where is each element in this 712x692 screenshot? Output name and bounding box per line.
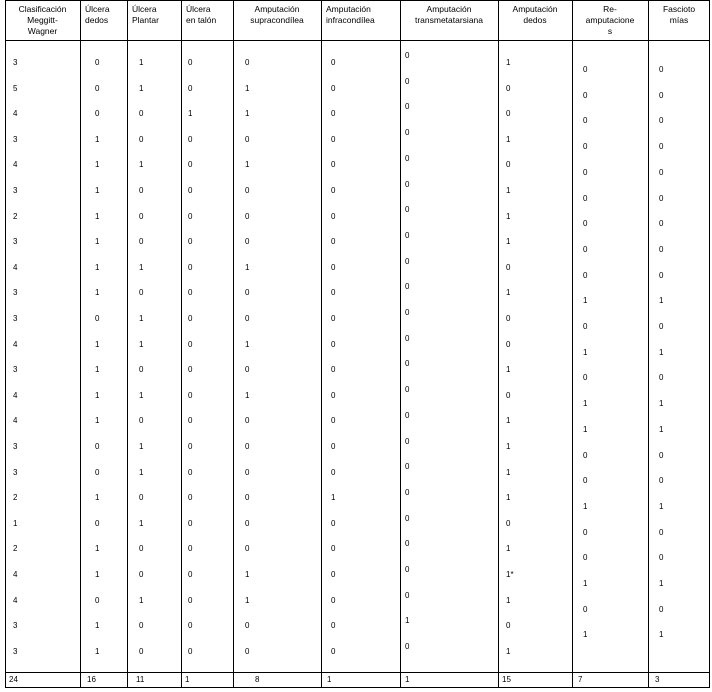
cell-amp-dedos: 0 xyxy=(506,518,511,528)
total-ulcera-dedos: 16 xyxy=(87,675,96,684)
cell-fasciotomias: 1 xyxy=(659,424,664,434)
header-line: Wagner xyxy=(27,26,58,36)
cell-meggitt-wagner: 2 xyxy=(13,211,18,221)
cell-fasciotomias: 0 xyxy=(659,167,664,177)
total-meggitt-wagner: 24 xyxy=(9,675,18,684)
cell-ulcera-dedos: 0 xyxy=(95,467,100,477)
cell-ulcera-talon: 0 xyxy=(188,467,193,477)
cell-reamputaciones: 1 xyxy=(583,579,588,588)
cell-ulcera-dedos: 1 xyxy=(95,390,100,400)
cell-amp-supracondilea: 0 xyxy=(245,493,250,503)
cell-reamputaciones: 0 xyxy=(583,527,588,537)
cell-amp-supracondilea: 1 xyxy=(245,570,250,579)
cell-amp-transmetatarsiana: 0 xyxy=(405,642,410,652)
column-header-ulcera-talon xyxy=(186,4,216,26)
cell-reamputaciones: 0 xyxy=(583,604,588,614)
cell-reamputaciones: 1 xyxy=(583,501,588,511)
cell-amp-infracondilea: 0 xyxy=(331,570,336,579)
cell-amp-infracondilea: 0 xyxy=(331,109,336,119)
cell-amp-transmetatarsiana: 0 xyxy=(405,539,410,549)
cell-amp-transmetatarsiana: 0 xyxy=(405,76,410,86)
cell-amp-dedos: 1* xyxy=(506,570,514,579)
cell-amp-infracondilea: 0 xyxy=(331,544,336,554)
cell-ulcera-plantar: 0 xyxy=(139,186,144,195)
cell-amp-supracondilea: 0 xyxy=(245,237,250,247)
header-line: Úlcera xyxy=(85,4,110,14)
cell-amp-dedos: 0 xyxy=(506,262,511,272)
cell-ulcera-dedos: 0 xyxy=(95,518,100,528)
column-header-ulcera-dedos xyxy=(85,4,110,26)
cell-ulcera-talon: 0 xyxy=(188,186,193,195)
column-divider xyxy=(127,0,128,688)
cell-reamputaciones: 1 xyxy=(583,347,588,357)
cell-amp-dedos: 1 xyxy=(506,416,511,426)
cell-amp-dedos: 1 xyxy=(506,442,511,451)
cell-meggitt-wagner: 3 xyxy=(13,314,18,323)
cell-amp-supracondilea: 0 xyxy=(245,646,250,656)
cell-amp-supracondilea: 1 xyxy=(245,595,250,605)
cell-amp-infracondilea: 0 xyxy=(331,365,336,375)
header-line: amputacione xyxy=(585,15,635,25)
cell-reamputaciones: 0 xyxy=(583,65,588,74)
cell-meggitt-wagner: 5 xyxy=(13,83,18,93)
cell-amp-infracondilea: 0 xyxy=(331,390,336,400)
cell-ulcera-dedos: 0 xyxy=(95,442,100,451)
total-fasciotomias: 3 xyxy=(655,675,660,684)
column-header-ulcera-plantar xyxy=(132,4,159,26)
cell-reamputaciones: 0 xyxy=(583,90,588,100)
cell-ulcera-talon: 0 xyxy=(188,288,193,298)
column-header-amp-infracondilea xyxy=(326,4,375,26)
cell-amp-dedos: 1 xyxy=(506,288,511,298)
cell-meggitt-wagner: 3 xyxy=(13,58,18,67)
cell-ulcera-talon: 0 xyxy=(188,339,193,349)
cell-amp-transmetatarsiana: 0 xyxy=(405,385,410,395)
cell-meggitt-wagner: 3 xyxy=(13,288,18,298)
cell-amp-infracondilea: 0 xyxy=(331,237,336,247)
total-amp-transmetatarsiana: 1 xyxy=(405,675,410,684)
cell-amp-infracondilea: 0 xyxy=(331,621,336,631)
cell-amp-dedos: 1 xyxy=(506,646,511,656)
cell-amp-transmetatarsiana: 0 xyxy=(405,128,410,138)
cell-ulcera-dedos: 0 xyxy=(95,83,100,93)
cell-meggitt-wagner: 1 xyxy=(13,518,18,528)
cell-ulcera-dedos: 1 xyxy=(95,288,100,298)
cell-amp-dedos: 1 xyxy=(506,467,511,477)
cell-amp-infracondilea: 0 xyxy=(331,288,336,298)
total-ulcera-plantar: 11 xyxy=(136,675,145,684)
header-line: Fascioto xyxy=(662,4,696,14)
cell-amp-infracondilea: 0 xyxy=(331,339,336,349)
cell-fasciotomias: 0 xyxy=(659,65,664,74)
cell-ulcera-talon: 0 xyxy=(188,416,193,426)
cell-ulcera-plantar: 1 xyxy=(139,518,144,528)
cell-ulcera-plantar: 0 xyxy=(139,134,144,144)
cell-meggitt-wagner: 3 xyxy=(13,237,18,247)
cell-ulcera-plantar: 0 xyxy=(139,365,144,375)
cell-fasciotomias: 0 xyxy=(659,553,664,563)
column-header-amp-transmetatarsiana xyxy=(400,4,498,26)
cell-amp-supracondilea: 0 xyxy=(245,518,250,528)
total-amp-infracondilea: 1 xyxy=(327,675,332,684)
total-amp-dedos: 15 xyxy=(502,675,511,684)
total-reamputaciones: 7 xyxy=(578,675,583,684)
cell-amp-supracondilea: 0 xyxy=(245,467,250,477)
column-divider xyxy=(709,0,710,688)
header-line: dedos xyxy=(523,15,547,25)
cell-ulcera-dedos: 1 xyxy=(95,365,100,375)
cell-ulcera-talon: 0 xyxy=(188,570,193,579)
cell-ulcera-talon: 0 xyxy=(188,621,193,631)
cell-amp-supracondilea: 0 xyxy=(245,58,250,67)
cell-amp-dedos: 0 xyxy=(506,83,511,93)
cell-amp-transmetatarsiana: 0 xyxy=(405,565,410,574)
cell-fasciotomias: 1 xyxy=(659,501,664,511)
cell-amp-transmetatarsiana: 0 xyxy=(405,51,410,60)
cell-ulcera-plantar: 1 xyxy=(139,467,144,477)
cell-amp-transmetatarsiana: 0 xyxy=(405,230,410,240)
cell-amp-transmetatarsiana: 0 xyxy=(405,333,410,343)
cell-reamputaciones: 0 xyxy=(583,244,588,254)
cell-fasciotomias: 1 xyxy=(659,630,664,640)
cell-ulcera-plantar: 1 xyxy=(139,595,144,605)
cell-amp-supracondilea: 0 xyxy=(245,186,250,195)
cell-amp-transmetatarsiana: 0 xyxy=(405,153,410,163)
column-header-amp-supracondilea xyxy=(233,4,321,26)
cell-amp-infracondilea: 0 xyxy=(331,262,336,272)
cell-amp-dedos: 0 xyxy=(506,621,511,631)
cell-ulcera-plantar: 1 xyxy=(139,83,144,93)
cell-ulcera-dedos: 0 xyxy=(95,595,100,605)
header-line: Úlcera xyxy=(132,4,157,14)
cell-amp-transmetatarsiana: 0 xyxy=(405,436,410,446)
cell-meggitt-wagner: 3 xyxy=(13,467,18,477)
header-line: en talón xyxy=(186,15,217,25)
total-ulcera-talon: 1 xyxy=(185,675,190,684)
column-divider xyxy=(498,0,499,688)
cell-amp-supracondilea: 0 xyxy=(245,288,250,298)
header-line: Amputación xyxy=(254,4,300,14)
cell-ulcera-talon: 0 xyxy=(188,237,193,247)
column-divider xyxy=(181,0,182,688)
column-divider xyxy=(5,0,6,688)
cell-reamputaciones: 1 xyxy=(583,296,588,306)
cell-ulcera-plantar: 0 xyxy=(139,570,144,579)
header-line: mías xyxy=(669,15,689,25)
column-header-reamputaciones xyxy=(572,4,648,37)
cell-amp-transmetatarsiana: 0 xyxy=(405,256,410,266)
cell-ulcera-dedos: 1 xyxy=(95,646,100,656)
cell-ulcera-plantar: 1 xyxy=(139,262,144,272)
cell-amp-supracondilea: 0 xyxy=(245,544,250,554)
cell-amp-dedos: 1 xyxy=(506,58,511,67)
cell-amp-infracondilea: 0 xyxy=(331,186,336,195)
cell-meggitt-wagner: 3 xyxy=(13,442,18,451)
cell-amp-supracondilea: 0 xyxy=(245,416,250,426)
cell-amp-supracondilea: 1 xyxy=(245,339,250,349)
header-line: Plantar xyxy=(132,15,159,25)
cell-reamputaciones: 0 xyxy=(583,193,588,203)
cell-amp-transmetatarsiana: 0 xyxy=(405,487,410,497)
cell-ulcera-plantar: 1 xyxy=(139,339,144,349)
header-line: infracondílea xyxy=(326,15,375,25)
cell-fasciotomias: 0 xyxy=(659,373,664,383)
cell-ulcera-talon: 0 xyxy=(188,134,193,144)
header-line: Amputación xyxy=(326,4,371,14)
cell-amp-dedos: 1 xyxy=(506,595,511,605)
header-line: Amputación xyxy=(512,4,558,14)
cell-ulcera-talon: 0 xyxy=(188,390,193,400)
total-amp-supracondilea: 8 xyxy=(255,675,260,684)
cell-ulcera-plantar: 0 xyxy=(139,416,144,426)
cell-meggitt-wagner: 3 xyxy=(13,646,18,656)
cell-ulcera-dedos: 0 xyxy=(95,314,100,323)
cell-amp-dedos: 1 xyxy=(506,544,511,554)
cell-meggitt-wagner: 2 xyxy=(13,493,18,503)
column-divider xyxy=(321,0,322,688)
cell-ulcera-talon: 0 xyxy=(188,544,193,554)
cell-ulcera-plantar: 0 xyxy=(139,288,144,298)
cell-reamputaciones: 0 xyxy=(583,553,588,563)
cell-amp-supracondilea: 0 xyxy=(245,621,250,631)
cell-fasciotomias: 0 xyxy=(659,244,664,254)
cell-ulcera-plantar: 0 xyxy=(139,621,144,631)
cell-ulcera-plantar: 0 xyxy=(139,544,144,554)
cell-ulcera-talon: 0 xyxy=(188,365,193,375)
column-header-meggitt-wagner xyxy=(5,4,80,37)
cell-reamputaciones: 0 xyxy=(583,167,588,177)
cell-ulcera-talon: 0 xyxy=(188,493,193,503)
cell-amp-transmetatarsiana: 1 xyxy=(405,616,410,626)
cell-amp-supracondilea: 0 xyxy=(245,365,250,375)
cell-amp-infracondilea: 0 xyxy=(331,416,336,426)
cell-amp-transmetatarsiana: 0 xyxy=(405,410,410,420)
cell-amp-infracondilea: 0 xyxy=(331,58,336,67)
cell-meggitt-wagner: 4 xyxy=(13,416,18,426)
cell-fasciotomias: 0 xyxy=(659,450,664,460)
cell-amp-infracondilea: 0 xyxy=(331,646,336,656)
cell-amp-infracondilea: 0 xyxy=(331,134,336,144)
header-line: Re- xyxy=(603,4,617,14)
cell-amp-infracondilea: 0 xyxy=(331,595,336,605)
cell-amp-dedos: 0 xyxy=(506,390,511,400)
cell-amp-transmetatarsiana: 0 xyxy=(405,462,410,472)
cell-amp-dedos: 1 xyxy=(506,493,511,503)
header-line: Amputación xyxy=(426,4,472,14)
cell-ulcera-dedos: 1 xyxy=(95,262,100,272)
header-line: dedos xyxy=(85,15,109,25)
cell-amp-infracondilea: 0 xyxy=(331,83,336,93)
cell-amp-transmetatarsiana: 0 xyxy=(405,282,410,292)
cell-fasciotomias: 0 xyxy=(659,193,664,203)
cell-amp-supracondilea: 0 xyxy=(245,442,250,451)
cell-fasciotomias: 0 xyxy=(659,476,664,486)
cell-fasciotomias: 0 xyxy=(659,219,664,229)
cell-ulcera-dedos: 0 xyxy=(95,109,100,119)
cell-amp-infracondilea: 0 xyxy=(331,442,336,451)
row-divider xyxy=(5,687,710,688)
cell-ulcera-dedos: 1 xyxy=(95,237,100,247)
cell-ulcera-talon: 1 xyxy=(188,109,193,119)
column-divider xyxy=(233,0,234,688)
cell-meggitt-wagner: 4 xyxy=(13,339,18,349)
cell-meggitt-wagner: 4 xyxy=(13,595,18,605)
cell-fasciotomias: 1 xyxy=(659,579,664,588)
cell-fasciotomias: 0 xyxy=(659,527,664,537)
cell-ulcera-plantar: 0 xyxy=(139,493,144,503)
cell-amp-infracondilea: 1 xyxy=(331,493,336,503)
header-line: supracondílea xyxy=(250,15,304,25)
cell-meggitt-wagner: 4 xyxy=(13,262,18,272)
cell-reamputaciones: 1 xyxy=(583,399,588,409)
cell-fasciotomias: 1 xyxy=(659,347,664,357)
cell-ulcera-dedos: 1 xyxy=(95,570,100,579)
cell-meggitt-wagner: 4 xyxy=(13,160,18,170)
cell-ulcera-talon: 0 xyxy=(188,314,193,323)
cell-ulcera-talon: 0 xyxy=(188,518,193,528)
cell-amp-infracondilea: 0 xyxy=(331,314,336,323)
cell-amp-dedos: 1 xyxy=(506,365,511,375)
cell-amp-transmetatarsiana: 0 xyxy=(405,102,410,112)
cell-ulcera-plantar: 0 xyxy=(139,646,144,656)
cell-ulcera-talon: 0 xyxy=(188,83,193,93)
column-divider xyxy=(572,0,573,688)
cell-meggitt-wagner: 4 xyxy=(13,390,18,400)
cell-ulcera-talon: 0 xyxy=(188,211,193,221)
cell-amp-supracondilea: 1 xyxy=(245,390,250,400)
cell-amp-supracondilea: 1 xyxy=(245,83,250,93)
column-header-amp-dedos xyxy=(498,4,572,26)
cell-amp-transmetatarsiana: 0 xyxy=(405,359,410,369)
cell-amp-transmetatarsiana: 0 xyxy=(405,590,410,600)
cell-amp-supracondilea: 0 xyxy=(245,134,250,144)
cell-amp-dedos: 1 xyxy=(506,211,511,221)
header-line: Clasificación xyxy=(18,4,67,14)
cell-ulcera-talon: 0 xyxy=(188,58,193,67)
cell-ulcera-plantar: 1 xyxy=(139,58,144,67)
cell-reamputaciones: 0 xyxy=(583,116,588,126)
cell-ulcera-talon: 0 xyxy=(188,442,193,451)
cell-amp-transmetatarsiana: 0 xyxy=(405,205,410,215)
cell-meggitt-wagner: 3 xyxy=(13,186,18,195)
cell-reamputaciones: 1 xyxy=(583,424,588,434)
cell-meggitt-wagner: 4 xyxy=(13,109,18,119)
row-divider xyxy=(5,672,710,673)
cell-meggitt-wagner: 3 xyxy=(13,621,18,631)
row-divider xyxy=(5,0,710,1)
cell-amp-infracondilea: 0 xyxy=(331,160,336,170)
cell-reamputaciones: 0 xyxy=(583,373,588,383)
cell-fasciotomias: 1 xyxy=(659,399,664,409)
cell-amp-dedos: 1 xyxy=(506,134,511,144)
cell-fasciotomias: 0 xyxy=(659,322,664,331)
cell-ulcera-dedos: 1 xyxy=(95,493,100,503)
cell-ulcera-dedos: 1 xyxy=(95,211,100,221)
cell-fasciotomias: 0 xyxy=(659,90,664,100)
header-line: Meggitt- xyxy=(27,15,58,25)
cell-ulcera-dedos: 1 xyxy=(95,339,100,349)
cell-reamputaciones: 0 xyxy=(583,450,588,460)
cell-ulcera-talon: 0 xyxy=(188,262,193,272)
cell-amp-infracondilea: 0 xyxy=(331,211,336,221)
cell-amp-supracondilea: 0 xyxy=(245,211,250,221)
cell-reamputaciones: 1 xyxy=(583,630,588,640)
cell-fasciotomias: 0 xyxy=(659,116,664,126)
cell-fasciotomias: 0 xyxy=(659,604,664,614)
cell-ulcera-plantar: 1 xyxy=(139,314,144,323)
cell-ulcera-talon: 0 xyxy=(188,646,193,656)
cell-amp-supracondilea: 0 xyxy=(245,314,250,323)
header-line: Úlcera xyxy=(186,4,211,14)
cell-amp-dedos: 0 xyxy=(506,109,511,119)
cell-amp-infracondilea: 0 xyxy=(331,518,336,528)
cell-fasciotomias: 0 xyxy=(659,142,664,152)
cell-amp-transmetatarsiana: 0 xyxy=(405,308,410,317)
cell-meggitt-wagner: 4 xyxy=(13,570,18,579)
cell-meggitt-wagner: 2 xyxy=(13,544,18,554)
cell-amp-dedos: 1 xyxy=(506,237,511,247)
cell-amp-transmetatarsiana: 0 xyxy=(405,179,410,189)
column-divider xyxy=(400,0,401,688)
header-line: s xyxy=(607,26,613,36)
column-header-fasciotomias xyxy=(648,4,710,26)
row-divider xyxy=(5,40,710,41)
cell-reamputaciones: 0 xyxy=(583,322,588,331)
cell-ulcera-dedos: 0 xyxy=(95,58,100,67)
cell-meggitt-wagner: 3 xyxy=(13,365,18,375)
cell-amp-supracondilea: 1 xyxy=(245,109,250,119)
cell-reamputaciones: 0 xyxy=(583,270,588,280)
cell-ulcera-dedos: 1 xyxy=(95,134,100,144)
cell-ulcera-plantar: 0 xyxy=(139,237,144,247)
cell-ulcera-talon: 0 xyxy=(188,160,193,170)
cell-reamputaciones: 0 xyxy=(583,142,588,152)
cell-amp-dedos: 0 xyxy=(506,314,511,323)
cell-amp-transmetatarsiana: 0 xyxy=(405,513,410,523)
cell-reamputaciones: 0 xyxy=(583,219,588,229)
header-line: transmetatarsiana xyxy=(414,15,484,25)
cell-ulcera-dedos: 1 xyxy=(95,186,100,195)
cell-amp-dedos: 0 xyxy=(506,339,511,349)
cell-ulcera-talon: 0 xyxy=(188,595,193,605)
cell-meggitt-wagner: 3 xyxy=(13,134,18,144)
cell-fasciotomias: 0 xyxy=(659,270,664,280)
cell-ulcera-plantar: 1 xyxy=(139,442,144,451)
cell-ulcera-dedos: 1 xyxy=(95,416,100,426)
cell-ulcera-plantar: 0 xyxy=(139,211,144,221)
cell-ulcera-dedos: 1 xyxy=(95,621,100,631)
column-divider xyxy=(648,0,649,688)
cell-ulcera-plantar: 1 xyxy=(139,390,144,400)
column-divider xyxy=(80,0,81,688)
cell-amp-supracondilea: 1 xyxy=(245,262,250,272)
results-table xyxy=(5,0,710,688)
cell-amp-supracondilea: 1 xyxy=(245,160,250,170)
cell-ulcera-dedos: 1 xyxy=(95,160,100,170)
cell-fasciotomias: 1 xyxy=(659,296,664,306)
cell-reamputaciones: 0 xyxy=(583,476,588,486)
cell-amp-infracondilea: 0 xyxy=(331,467,336,477)
cell-ulcera-dedos: 1 xyxy=(95,544,100,554)
cell-amp-dedos: 0 xyxy=(506,160,511,170)
cell-ulcera-plantar: 1 xyxy=(139,160,144,170)
cell-amp-dedos: 1 xyxy=(506,186,511,195)
cell-ulcera-plantar: 0 xyxy=(139,109,144,119)
